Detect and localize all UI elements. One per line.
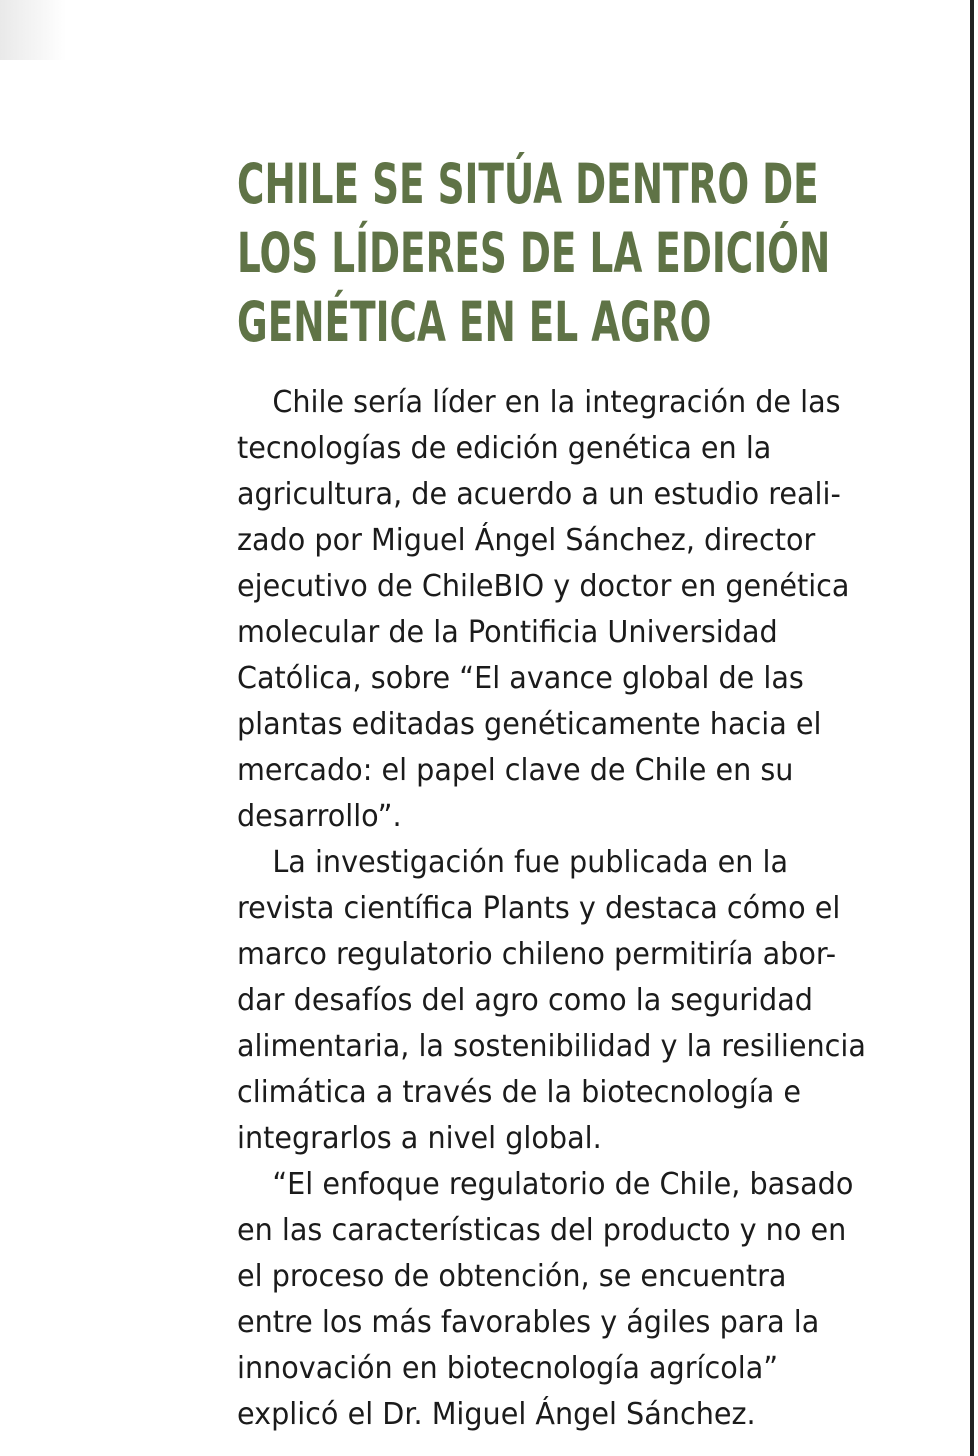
text-line: en las características del producto y no en — [237, 1213, 847, 1248]
headline-line: LOS LÍDERES DE LA EDICIÓN — [237, 221, 831, 285]
text-line: el proceso de obtención, se encuentra — [237, 1259, 787, 1294]
article-body — [237, 380, 927, 1438]
text-line: innovación en biotecnología agrícola” — [237, 1351, 779, 1386]
text-line: “El enfoque regulatorio de Chile, basado — [272, 1167, 854, 1202]
text-line: mercado: el papel clave de Chile en su — [237, 753, 794, 788]
text-line: molecular de la Pontificia Universidad — [237, 615, 778, 650]
text-line: desarrollo”. — [237, 799, 402, 834]
text-line: La investigación fue publicada en la — [272, 845, 789, 880]
headline — [237, 150, 883, 357]
headline-line: CHILE SE SITÚA DENTRO DE — [237, 152, 819, 216]
text-line: climática a través de la biotecnología e — [237, 1075, 802, 1110]
text-line: marco regulatorio chileno permitiría abor- — [237, 937, 837, 972]
paragraph-3 — [237, 1162, 927, 1438]
paragraph-2 — [237, 840, 927, 1162]
headline-line: GENÉTICA EN EL AGRO — [237, 290, 712, 354]
text-line: revista científica Plants y destaca cómo el — [237, 891, 841, 926]
text-line: zado por Miguel Ángel Sánchez, director — [237, 523, 816, 558]
text-line: entre los más favorables y ágiles para la — [237, 1305, 820, 1340]
text-line: ejecutivo de ChileBIO y doctor en genética — [237, 569, 850, 604]
page-edge-border — [970, 0, 974, 1456]
text-line: tecnologías de edición genética en la — [237, 431, 772, 466]
page-edge-shadow — [0, 0, 66, 60]
text-line: dar desafíos del agro como la seguridad — [237, 983, 813, 1018]
text-line: Católica, sobre “El avance global de las — [237, 661, 804, 696]
text-line: plantas editadas genéticamente hacia el — [237, 707, 822, 742]
text-line: integrarlos a nivel global. — [237, 1121, 602, 1156]
text-line: alimentaria, la sostenibilidad y la resiliencia — [237, 1029, 866, 1064]
text-line: explicó el Dr. Miguel Ángel Sánchez. — [237, 1397, 756, 1432]
article — [237, 150, 927, 1432]
paragraph-1 — [237, 380, 927, 840]
text-line: agricultura, de acuerdo a un estudio reali- — [237, 477, 841, 512]
text-line: Chile sería líder en la integración de las — [272, 385, 841, 420]
